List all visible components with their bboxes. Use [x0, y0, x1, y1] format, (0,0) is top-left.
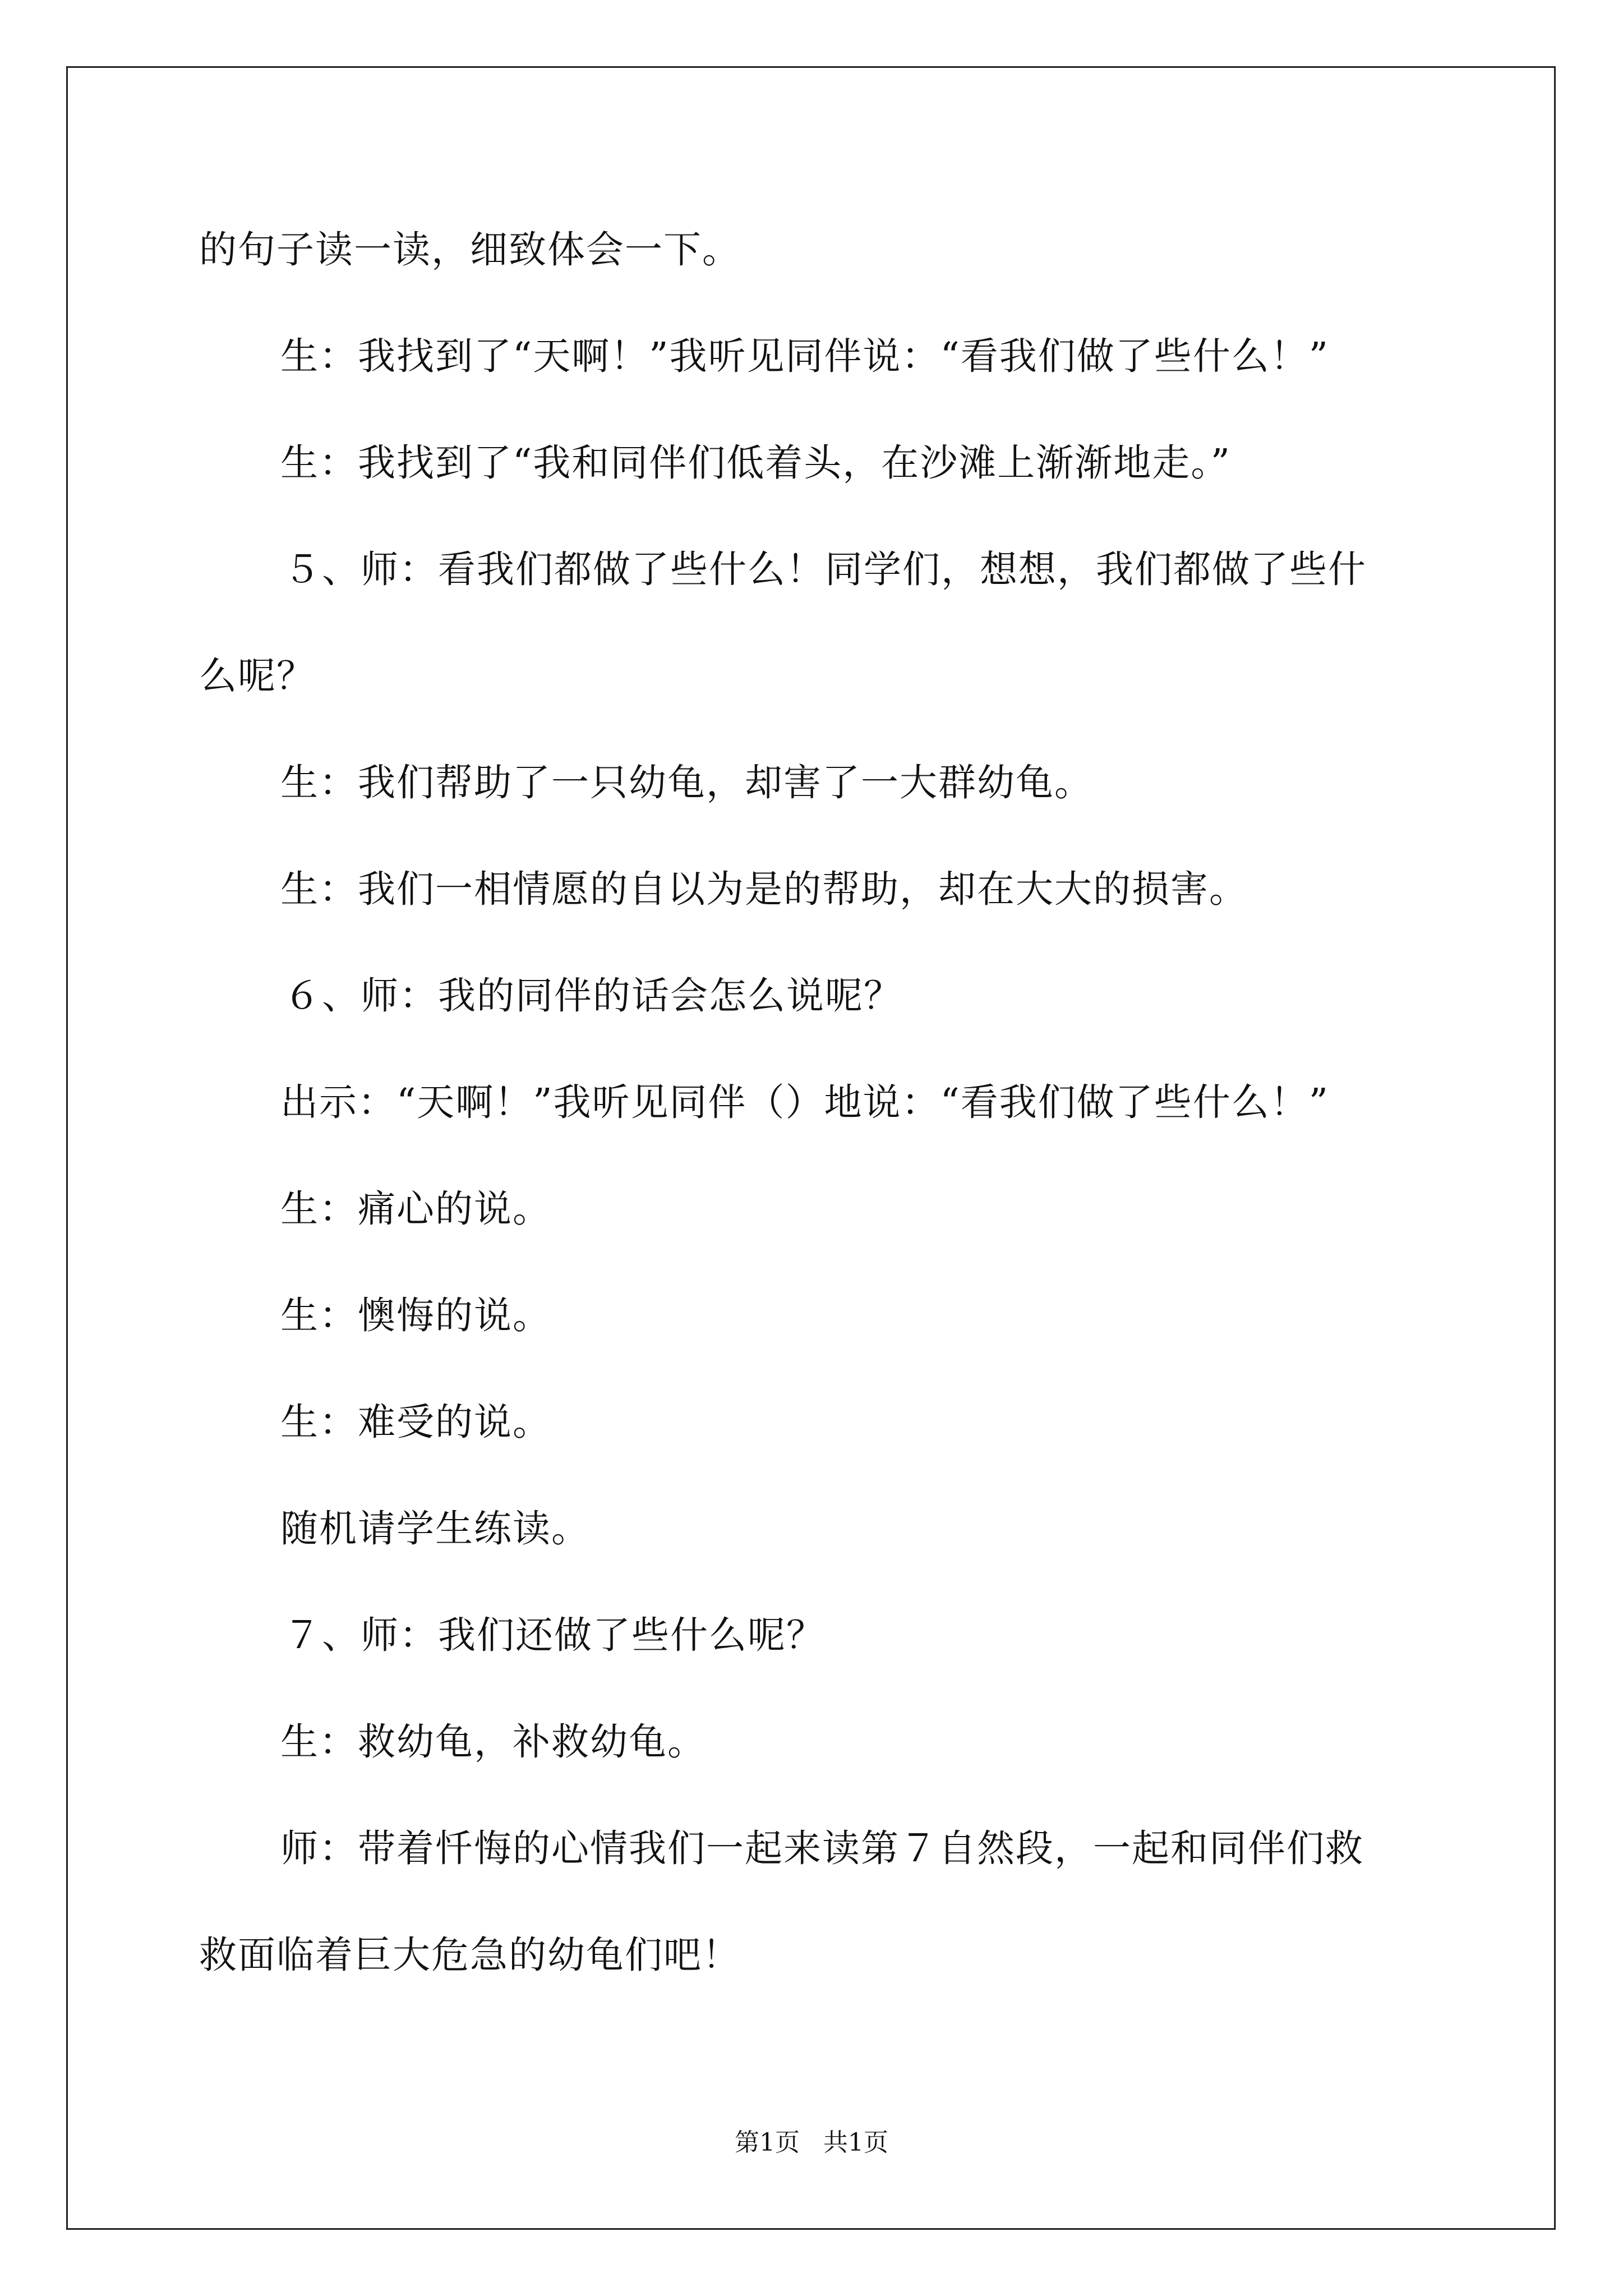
- text-line: 生：懊悔的说。: [280, 1294, 551, 1337]
- text-line: 随机请学生练读。: [280, 1507, 590, 1550]
- text-line: 生：我们一相情愿的自以为是的帮助，却在大大的损害。: [280, 867, 1248, 911]
- text-line: 生：我们帮助了一只幼龟，却害了一大群幼龟。: [280, 761, 1093, 804]
- text-line: 的句子读一读，细致体会一下。: [199, 228, 741, 272]
- page-total: 共1页: [823, 2128, 888, 2157]
- text-line: ５、师：看我们都做了些什么！同学们，想想，我们都做了些什: [283, 547, 1367, 591]
- text-line: 生：难受的说。: [280, 1400, 551, 1444]
- text-line: 生：痛心的说。: [280, 1187, 551, 1231]
- text-line: 师：带着忏悔的心情我们一起来读第７自然段，一起和同伴们救: [280, 1826, 1364, 1870]
- page-footer: [0, 2126, 1623, 2160]
- text-line: 出示：“天啊！”我听见同伴（）地说：“看我们做了些什么！”: [280, 1080, 1330, 1124]
- text-line: 生：我找到了“天啊！”我听见同伴说：“看我们做了些什么！”: [280, 334, 1330, 378]
- page-number: 第1页: [735, 2128, 800, 2157]
- text-line: 么呢？: [199, 654, 315, 698]
- text-line: ６、师：我的同伴的话会怎么说呢？: [283, 974, 902, 1018]
- text-line: 生：救幼龟，补救幼龟。: [280, 1720, 706, 1764]
- text-line: 救面临着巨大危急的幼龟们吧！: [199, 1933, 741, 1977]
- text-line: ７、师：我们还做了些什么呢？: [283, 1613, 825, 1657]
- text-line: 生：我找到了“我和同伴们低着头，在沙滩上渐渐地走。”: [280, 441, 1232, 485]
- page-border: [66, 66, 1556, 2230]
